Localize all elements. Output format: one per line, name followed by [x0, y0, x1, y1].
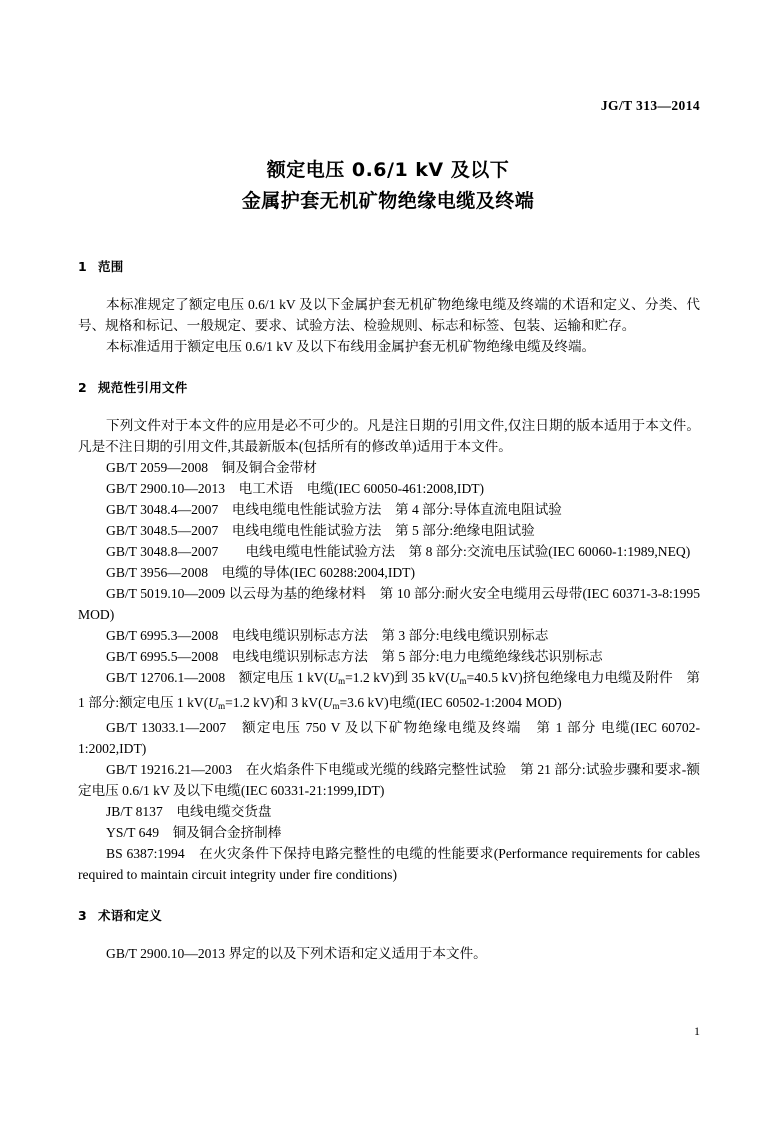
scope-paragraph-2: 本标准适用于额定电压 0.6/1 kV 及以下布线用金属护套无机矿物绝缘电缆及终端。	[106, 339, 596, 354]
clause-heading-1	[78, 258, 700, 276]
reference-item-gbt12706	[78, 667, 700, 717]
clause-number-1: 1	[78, 259, 87, 274]
reference-item: GB/T 2900.10—2013 电工术语 电缆(IEC 60050-461:2008,IDT)	[106, 481, 485, 496]
reference-item: BS 6387:1994 在火灾条件下保持电路完整性的电缆的性能要求(Performance requirements for cables required to maintain circuit integrity under fire conditions)	[78, 846, 700, 882]
spacer	[78, 925, 700, 943]
normative-reference-list	[78, 457, 700, 885]
reference-item: GB/T 3048.8—2007 电线电缆电性能试验方法 第 8 部分:交流电压试验(IEC 60060-1:1989,NEQ)	[106, 544, 691, 559]
page-number: 1	[694, 1024, 700, 1038]
title-line-2: 金属护套无机矿物绝缘电缆及终端	[241, 190, 535, 212]
title-line-1: 额定电压 0.6/1 kV 及以下	[266, 159, 510, 181]
scope-paragraph-1: 本标准规定了额定电压 0.6/1 kV 及以下金属护套无机矿物绝缘电缆及终端的术语和定义、分类、代号、规格和标记、一般规定、要求、试验方法、检验规则、标志和标签、包装、运输和贮存。	[78, 297, 700, 333]
reference-item: GB/T 6995.3—2008 电线电缆识别标志方法 第 3 部分:电线电缆识别标志	[106, 628, 549, 643]
symbol-um-subscript: m	[338, 676, 346, 686]
reference-item: YS/T 649 铜及铜合金挤制棒	[106, 825, 282, 840]
ref-text-part: =3.6 kV)电缆(IEC 60502-1:2004 MOD)	[339, 695, 562, 710]
symbol-um: U	[322, 695, 333, 710]
clause-title-2: 规范性引用文件	[98, 380, 188, 395]
ref-text-part: =40.5 kV)挤包绝缘电力电缆及附件 第 1 部分:额定电压 1 kV(	[78, 670, 701, 710]
ref-text-part: =1.2 kV)到 35 kV(	[345, 670, 450, 685]
reference-item: GB/T 19216.21—2003 在火焰条件下电缆或光缆的线路完整性试验 第 21 部分:试验步骤和要求-额定电压 0.6/1 kV 及以下电缆(IEC 60331-21:1999,IDT)	[78, 762, 700, 798]
reference-item: GB/T 2059—2008 铜及铜合金带材	[106, 460, 317, 475]
running-header	[601, 98, 700, 114]
terms-paragraph-1: GB/T 2900.10—2013 界定的以及下列术语和定义适用于本文件。	[106, 946, 487, 961]
reference-item: GB/T 13033.1—2007 额定电压 750 V 及以下矿物绝缘电缆及终端 第 1 部分 电缆(IEC 60702-1:2002,IDT)	[78, 720, 700, 756]
spacer	[78, 885, 700, 907]
spacer	[78, 397, 700, 415]
reference-item: GB/T 6995.5—2008 电线电缆识别标志方法 第 5 部分:电力电缆绝缘线芯识别标志	[106, 649, 603, 664]
symbol-um: U	[449, 670, 460, 685]
reference-item: GB/T 5019.10—2009 以云母为基的绝缘材料 第 10 部分:耐火安全电缆用云母带(IEC 60371-3-8:1995 MOD)	[78, 586, 700, 622]
clause-title-1: 范围	[98, 259, 124, 274]
page-title	[0, 155, 776, 217]
clause-number-2: 2	[78, 380, 87, 395]
document-body	[78, 258, 700, 964]
symbol-um: U	[328, 670, 339, 685]
spacer	[78, 357, 700, 379]
normative-intro-paragraph: 下列文件对于本文件的应用是必不可少的。凡是注日期的引用文件,仅注日期的版本适用于本文件。凡是不注日期的引用文件,其最新版本(包括所有的修改单)适用于本文件。	[78, 418, 700, 454]
clause-title-3: 术语和定义	[98, 908, 163, 923]
symbol-um-subscript: m	[332, 701, 340, 711]
ref-text-part: GB/T 12706.1—2008 额定电压 1 kV(	[106, 670, 329, 685]
ref-text-part: =1.2 kV)和 3 kV(	[225, 695, 323, 710]
reference-item: GB/T 3048.4—2007 电线电缆电性能试验方法 第 4 部分:导体直流电阻试验	[106, 502, 562, 517]
clause-number-3: 3	[78, 908, 87, 923]
clause-heading-3	[78, 907, 700, 925]
clause-heading-2	[78, 379, 700, 397]
standard-code: JG/T 313—2014	[600, 98, 700, 113]
reference-item: JB/T 8137 电线电缆交货盘	[106, 804, 272, 819]
symbol-um-subscript: m	[218, 701, 226, 711]
symbol-um: U	[208, 695, 219, 710]
reference-item: GB/T 3956—2008 电缆的导体(IEC 60288:2004,IDT)	[106, 565, 415, 580]
spacer	[78, 276, 700, 294]
reference-item: GB/T 3048.5—2007 电线电缆电性能试验方法 第 5 部分:绝缘电阻试验	[106, 523, 535, 538]
symbol-um-subscript: m	[459, 676, 467, 686]
